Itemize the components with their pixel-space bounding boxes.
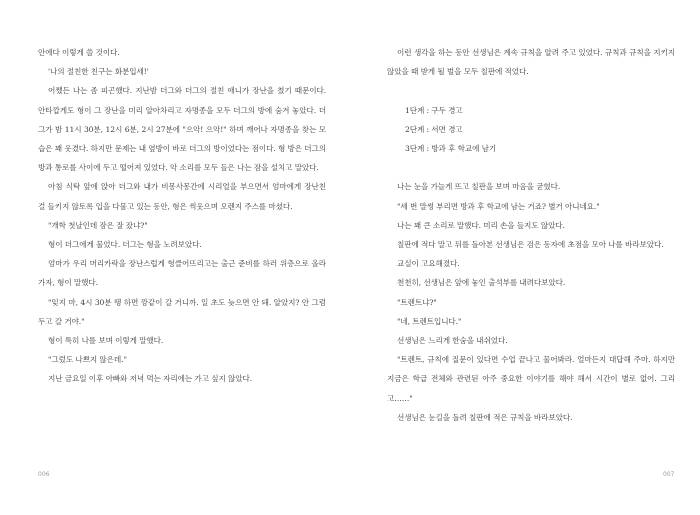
paragraph: '나의 절친한 친구는 화분입세!' xyxy=(48,67,149,77)
left-page-text xyxy=(38,43,326,389)
blank-line xyxy=(387,158,675,177)
paragraph: "잊지 마, 4시 30분 땡 하면 깡같이 갈 거니까. 일 초도 늦으면 안 돼. 알았지? 안 그럼 두고 갈 거야." xyxy=(38,297,326,326)
stage-item: 3단계 : 방과 후 학교에 남기 xyxy=(405,144,497,153)
paragraph: "개학 첫날인데 잠은 잘 잤냐?" xyxy=(48,220,148,230)
paragraph: 선생님은 눈길을 돌려 칠판에 적은 규칙을 바라보았다. xyxy=(397,412,573,422)
paragraph: "네, 트렌트입니다." xyxy=(397,316,462,326)
right-page xyxy=(350,0,700,515)
paragraph: 나는 눈을 가늘게 뜨고 칠판을 보며 마음을 굳혔다. xyxy=(397,182,561,192)
paragraph: 형이 특히 나를 보며 이렇게 말했다. xyxy=(48,336,164,346)
paragraph: 엄마가 우리 머리카락을 장난스럽게 헝클어뜨리고는 출근 준비를 하러 위층으로 올라가자, 형이 말했다. xyxy=(38,259,326,288)
paragraph: 천천히, 선생님은 앞에 놓인 출석부를 내려다보았다. xyxy=(397,278,566,288)
blank-line xyxy=(387,81,675,100)
paragraph: 지난 금요일 이후 아빠와 저녁 먹는 자리에는 가고 싶지 않았다. xyxy=(48,374,253,384)
paragraph: 교실이 고요해졌다. xyxy=(397,259,460,269)
paragraph: 형이 더그에게 물었다. 더그는 형을 노려보았다. xyxy=(48,240,202,250)
stage-item: 1단계 : 구두 경고 xyxy=(405,105,463,115)
right-intro xyxy=(387,43,675,81)
right-page-text xyxy=(387,43,675,427)
paragraph: 칠판에 적다 말고 뒤를 돌아본 선생님은 검은 동자에 초점을 모아 나를 바라보았다. xyxy=(397,240,664,249)
paragraph: "트렌트냐?" xyxy=(397,297,437,307)
paragraph: "세 번 말썽 부리면 방과 후 학교에 남는 거죠? 별거 아니네요." xyxy=(397,201,600,211)
paragraph: "그렀도 나쁘지 않은데." xyxy=(48,355,127,365)
left-page-number: 006 xyxy=(38,471,50,478)
paragraph: 선생님은 느리게 한숨을 내쉬었다. xyxy=(397,336,508,346)
right-body xyxy=(387,177,675,427)
paragraph: 어쨌든 나는 좀 피곤했다. 지난밤 더그와 더그의 절친 애니가 장난을 쳤기 때문이다. 안타깝게도 형이 그 장난을 미리 알아차리고 자명종을 모두 더그의 방에 숨겨 놓았다. 더그가 밤 11시 30분, 12시 6분, 2시 27분에 "으악! 으악!" 하며 깨어나 자명종을 찾는 모습은 꽤 웃겼다. 하지만 문제는 내 옆방이 바로 더그의 방이었다는 점이다. 형 방은 더그의 방과 통로를 사이에 두고 떨어져 있었다. 악 소리를 모두 들은 나는 잠을 설치고 말았다. xyxy=(38,86,326,173)
paragraph: "트렌트, 규칙에 질문이 있다면 수업 끝나고 물어봐라. 얼마든지 대답해 주마. 하지만 지금은 학급 전체와 관련된 아주 중요한 이야기를 해야 해서 시간이 별로 없어. 그리고……" xyxy=(387,355,675,403)
right-page-number: 007 xyxy=(663,471,675,478)
paragraph: 안에다 이렇게 쓸 것이다. xyxy=(38,48,120,57)
stage-item: 2단계 : 서면 경고 xyxy=(405,124,463,134)
paragraph: 나는 꽤 큰 소리로 말했다. 미리 손을 들지도 않았다. xyxy=(397,220,565,230)
paragraph: 아침 식탁 앞에 앉아 더그와 내가 비몽사몽간에 시리얼을 부으면서 엄마에게 장난친 걸 들키지 않토록 입을 다물고 있는 동안, 형은 씩웃으며 오렌지 주스를 마셨다. xyxy=(38,182,326,211)
punishment-stage-list xyxy=(395,101,675,159)
paragraph: 이런 생각을 하는 동안 선생님은 계속 규칙을 알려 주고 있었다. 규칙과 규칙을 지키지 않았을 때 받게 될 벌을 모두 칠판에 적었다. xyxy=(387,48,675,77)
